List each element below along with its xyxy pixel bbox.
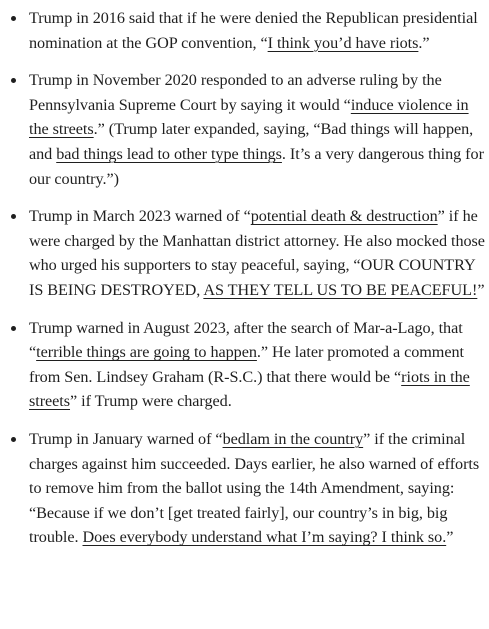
- bullet-dot: [11, 78, 16, 83]
- bullet-dot: [11, 326, 16, 331]
- text-segment: . It’s a very dangerous thing for our country.”): [29, 144, 484, 188]
- text-segment: ” if he were charged by the Manhattan district attorney. He also mocked those who urged his supporters to stay peaceful, saying, “OUR COUNTRY IS BEING DESTROYED,: [29, 207, 485, 299]
- article-link[interactable]: induce violence in the streets: [29, 95, 469, 139]
- text-segment: ” if the criminal charges against him succeeded. Days earlier, he also warned of efforts to remove him from the ballot using the 14th Amendment, saying: “Because if we don’t [get treated fairly], our country’s in big, big trouble.: [29, 429, 480, 547]
- bullet-dot: [11, 437, 16, 442]
- text-segment: Trump in January warned of “: [29, 429, 223, 448]
- bullet-dot: [11, 16, 16, 21]
- list-item-text: [29, 207, 485, 299]
- list-item: [11, 316, 485, 414]
- list-item-text: [29, 9, 478, 52]
- text-segment: ”: [446, 528, 454, 547]
- list-item: [11, 6, 485, 55]
- text-segment: ”: [477, 280, 485, 299]
- text-segment: ” if Trump were charged.: [70, 392, 232, 411]
- text-segment: Trump in November 2020 responded to an adverse ruling by the Pennsylvania Supreme Court by saying it would “: [29, 71, 442, 114]
- list-item: [11, 68, 485, 191]
- list-item: [11, 204, 485, 302]
- text-segment: .” He later promoted a comment from Sen. Lindsey Graham (R-S.C.) that there would be “: [29, 343, 464, 386]
- article-link[interactable]: potential death & destruction: [250, 207, 438, 226]
- text-segment: .” (Trump later expanded, saying, “Bad things will happen, and: [29, 120, 474, 163]
- article-link[interactable]: I think you’d have riots: [267, 33, 419, 52]
- list-item: [11, 427, 485, 550]
- article-link[interactable]: riots in the streets: [29, 367, 470, 411]
- text-segment: Trump warned in August 2023, after the search of Mar-a-Lago, that “: [29, 318, 463, 362]
- article-link[interactable]: AS THEY TELL US TO BE PEACEFUL!: [203, 280, 478, 299]
- article-link[interactable]: bad things lead to other type things: [56, 144, 282, 163]
- article-link[interactable]: terrible things are going to happen: [36, 343, 257, 362]
- text-segment: Trump in 2016 said that if he were denied the Republican presidential nomination at the GOP convention, “: [29, 9, 478, 52]
- bullet-dot: [11, 214, 16, 219]
- text-segment: .”: [418, 33, 430, 52]
- list-item-text: [29, 71, 484, 187]
- list-item-text: [29, 319, 470, 411]
- list-item-text: [29, 430, 479, 546]
- article-link[interactable]: bedlam in the country: [222, 429, 364, 448]
- bullet-list: [11, 6, 485, 550]
- article-link[interactable]: Does everybody understand what I’m saying? I think so.: [82, 528, 447, 547]
- text-segment: Trump in March 2023 warned of “: [29, 207, 251, 226]
